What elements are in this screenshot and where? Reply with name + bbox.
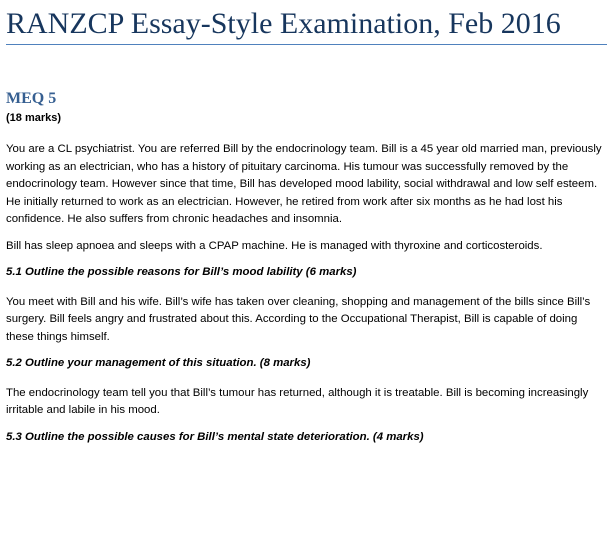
case-paragraph-3: You meet with Bill and his wife. Bill’s wife has taken over cleaning, shopping and management of the bills since Bill’s surgery. Bill feels angry and frustrated about this. According to the Occupational Therapist, Bill is capable of doing these things himself.: [6, 295, 591, 343]
case-paragraph-1: You are a CL psychiatrist. You are referred Bill by the endocrinology team. Bill is a 45 year old married man, previously working as an electrician, who has a history of pituitary carcinoma. His tumour was successfully removed by the endocrinology team. However since that time, Bill has developed mood lability, social withdrawal and low self esteem. He initially returned to work as an electrician. However, he retired from work after six months as he had lost his confidence. He also suffers from chronic headaches and insomnia.: [6, 143, 602, 225]
document-title: RANZCP Essay-Style Examination, Feb 2016: [6, 7, 561, 40]
question-5-1: 5.1 Outline the possible reasons for Bill’s mood lability (6 marks): [6, 266, 357, 278]
section-heading: MEQ 5: [6, 90, 57, 107]
question-5-3: 5.3 Outline the possible causes for Bill’s mental state deterioration. (4 marks): [6, 430, 424, 443]
question-5-2: 5.2 Outline your management of this situation. (8 marks): [6, 357, 311, 369]
case-paragraph-2: Bill has sleep apnoea and sleeps with a CPAP machine. He is managed with thyroxine and corticosteroids.: [6, 239, 543, 252]
case-paragraph-4: The endocrinology team tell you that Bill’s tumour has returned, although it is treatable. Bill is becoming increasingly irritable and labile in his mood.: [6, 386, 589, 416]
document-page: [6, 0, 607, 446]
total-marks: (18 marks): [6, 112, 62, 124]
title-underline: [6, 44, 607, 45]
